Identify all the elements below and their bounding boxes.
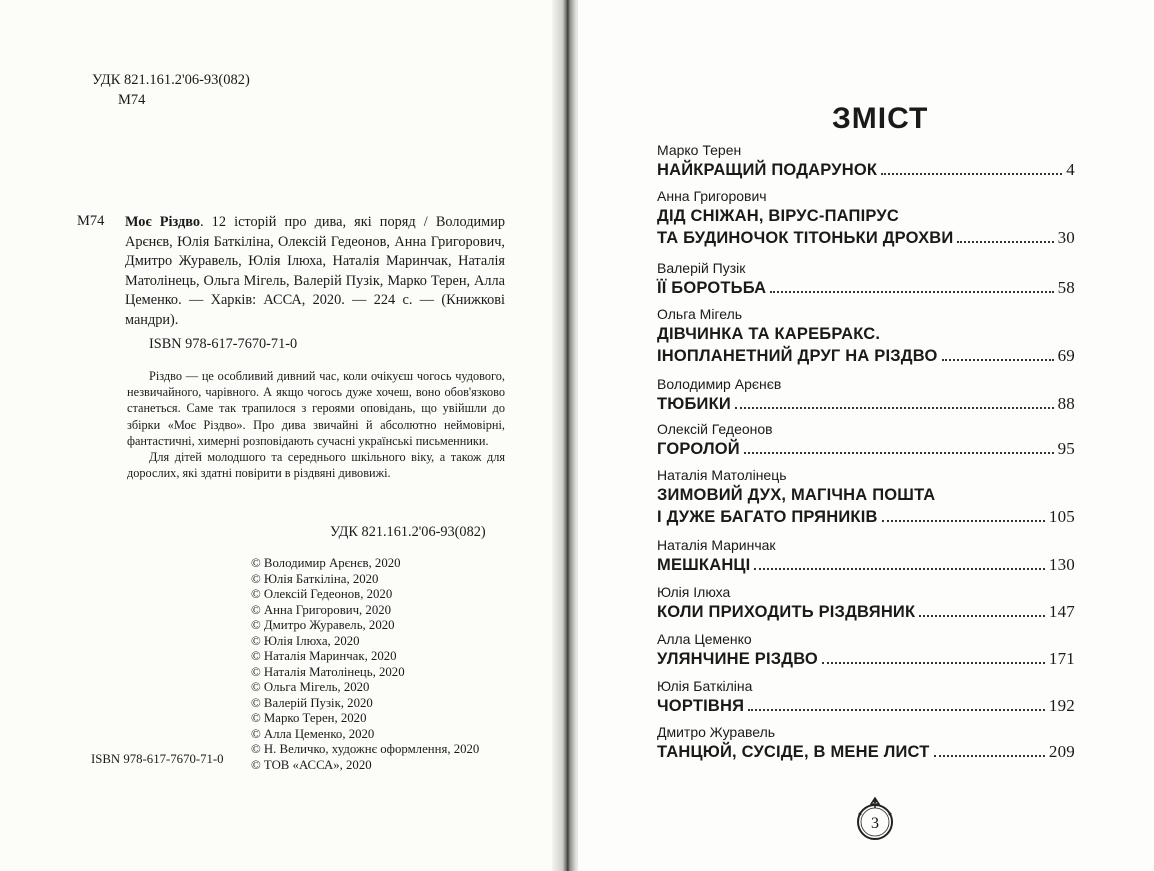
toc-title-line [657, 277, 1075, 299]
copyright-line: © Марко Терен, 2020 [251, 711, 367, 725]
toc-page-number: 147 [1048, 602, 1075, 621]
toc-leader-dots [748, 709, 1045, 711]
toc-author: Юлія Баткіліна [657, 678, 753, 694]
copyright-line: © Н. Величко, художнє оформлення, 2020 [251, 742, 480, 756]
toc-story-title: І ДУЖЕ БАГАТО ПРЯНИКІВ [657, 508, 878, 526]
toc-entry [657, 305, 1075, 367]
toc-author: Анна Григорович [657, 188, 767, 204]
toc-page-number: 88 [1057, 394, 1075, 413]
toc-title-line [657, 323, 1075, 345]
toc-title-line [657, 438, 1075, 460]
toc-title-line [657, 601, 1075, 623]
toc-title-line [657, 741, 1075, 763]
toc-title-line [657, 506, 1075, 528]
toc-entry [657, 141, 1075, 181]
toc-author: Марко Терен [657, 142, 742, 158]
toc-entry [657, 583, 1075, 623]
toc-story-title: ДІД СНІЖАН, ВІРУС-ПАПІРУС [657, 207, 899, 225]
toc-title-line [657, 393, 1075, 415]
toc-leader-dots [735, 407, 1054, 409]
toc-leader-dots [957, 241, 1053, 243]
isbn-main: ISBN 978-617-7670-71-0 [149, 336, 298, 352]
toc-leader-dots [881, 173, 1062, 175]
toc-leader-dots [770, 291, 1053, 293]
toc-entry [657, 677, 1075, 717]
toc-entry [657, 466, 1075, 528]
author-mark-side: М74 [77, 213, 105, 229]
page-number: 3 [871, 815, 879, 832]
copyright-list [251, 556, 479, 773]
page-number-ornament [853, 792, 897, 844]
toc-story-title: ТЮБИКИ [657, 395, 731, 413]
toc-leader-dots [754, 568, 1044, 570]
toc-author: Олексій Гедеонов [657, 421, 773, 437]
toc-title-line [657, 695, 1075, 717]
toc-page-number: 95 [1057, 439, 1075, 458]
bibliographic-description: . 12 історій про дива, які поряд / Володимир Арєнєв, Юлія Баткіліна, Олексій Гедеонов, Анна Григорович, Дмитро Журавель, Юлія Ілюха, Наталія Маринчак, Наталія Матолінець, Ольга Мігель, Валерій Пузік, Марко Терен, Алла Цеменко. — Харків: АССА, 2020. — 224 с. — (Книжкові мандри). [125, 214, 505, 328]
copyright-line: © Валерій Пузік, 2020 [251, 695, 373, 710]
toc-author: Наталія Маринчак [657, 537, 776, 553]
left-page [0, 0, 560, 871]
bibliographic-record [125, 213, 505, 330]
copyright-line: © Наталія Матолінець, 2020 [251, 664, 405, 679]
toc-title-line [657, 205, 1075, 227]
toc-page-number: 58 [1057, 278, 1075, 297]
toc-leader-dots [942, 359, 1054, 361]
toc-title-line [657, 345, 1075, 367]
copyright-line: © Дмитро Журавель, 2020 [251, 618, 395, 632]
toc-author: Дмитро Журавель [657, 724, 776, 740]
annotation-paragraph-2: Для дітей молодшого та середнього шкільного віку, а також для дорослих, які здатні повірити в різдвяні дивовижі. [127, 450, 505, 481]
isbn-footer: ISBN 978-617-7670-71-0 [91, 752, 224, 766]
toc-page-number: 30 [1057, 228, 1075, 247]
toc-story-title: НАЙКРАЩИЙ ПОДАРУНОК [657, 161, 878, 179]
toc-story-title: ЗИМОВИЙ ДУХ, МАГІЧНА ПОШТА [657, 486, 936, 504]
toc-title-line [657, 554, 1075, 576]
toc-story-title: ЧОРТІВНЯ [657, 697, 745, 715]
toc-leader-dots [919, 615, 1045, 617]
toc-title-line [657, 227, 1075, 249]
toc-author: Наталія Матолінець [657, 467, 787, 483]
toc-page-number: 209 [1048, 742, 1075, 761]
copyright-line: © Юлія Ілюха, 2020 [251, 633, 360, 648]
annotation [127, 368, 505, 481]
toc-author: Алла Цеменко [657, 631, 752, 647]
udk-code-top: УДК 821.161.2'06-93(082) [92, 72, 250, 88]
toc-leader-dots [822, 662, 1045, 664]
copyright-line: © Володимир Арєнєв, 2020 [251, 556, 401, 570]
copyright-line: © Анна Григорович, 2020 [251, 602, 392, 617]
toc-page-number: 105 [1048, 507, 1075, 526]
toc-title-line [657, 648, 1075, 670]
copyright-line: © ТОВ «АССА», 2020 [251, 757, 372, 772]
toc-entry [657, 536, 1075, 576]
copyright-line: © Наталія Маринчак, 2020 [251, 649, 397, 663]
book-title: Моє Різдво [125, 214, 200, 230]
toc-author: Володимир Арєнєв [657, 376, 782, 392]
toc-story-title: УЛЯНЧИНЕ РІЗДВО [657, 650, 818, 668]
toc-story-title: ГОРОЛОЙ [657, 440, 740, 458]
toc-title-line [657, 159, 1075, 181]
udk-code-bottom: УДК 821.161.2'06-93(082) [330, 524, 486, 540]
copyright-line: © Ольга Мігель, 2020 [251, 680, 370, 694]
toc-entry [657, 723, 1075, 763]
copyright-line: © Юлія Баткіліна, 2020 [251, 571, 379, 586]
toc-title: ЗМІСТ [832, 102, 929, 135]
toc-story-title: ІНОПЛАНЕТНИЙ ДРУГ НА РІЗДВО [657, 347, 938, 365]
toc-entry [657, 375, 1075, 415]
toc-author: Юлія Ілюха [657, 584, 731, 600]
toc-page-number: 192 [1048, 696, 1075, 715]
toc-story-title: МЕШКАНЦІ [657, 556, 751, 574]
toc-entry [657, 630, 1075, 670]
copyright-line: © Олексій Гедеонов, 2020 [251, 587, 393, 601]
toc-author: Ольга Мігель [657, 306, 743, 322]
toc-page-number: 69 [1057, 346, 1075, 365]
author-mark-top: М74 [118, 92, 146, 108]
toc-story-title: ЇЇ БОРОТЬБА [657, 279, 767, 297]
toc-story-title: КОЛИ ПРИХОДИТЬ РІЗДВЯНИК [657, 603, 916, 621]
toc-page-number: 4 [1066, 160, 1075, 179]
toc-page-number: 171 [1048, 649, 1075, 668]
toc-leader-dots [882, 520, 1045, 522]
toc-story-title: ТА БУДИНОЧОК ТІТОНЬКИ ДРОХВИ [657, 229, 954, 247]
toc-entry [657, 420, 1075, 460]
copyright-line: © Алла Цеменко, 2020 [251, 726, 375, 741]
annotation-paragraph-1: Різдво — це особливий дивний час, коли очікуєш чогось чудового, незвичайного, чарівного. А якщо чогось дуже хочеш, воно обов'язково станеться. Саме так трапилося з героями оповідань, що увійшли до збірки «Моє Різдво». Про дива звичайні й абсолютно неймовірні, фантастичні, химерні розповідають сучасні українські письменники. [127, 369, 505, 448]
toc-story-title: ТАНЦЮЙ, СУСІДЕ, В МЕНЕ ЛИСТ [657, 743, 930, 761]
toc-entry [657, 187, 1075, 249]
toc-leader-dots [934, 755, 1045, 757]
toc-leader-dots [744, 452, 1054, 454]
toc-author: Валерій Пузік [657, 260, 746, 276]
toc-page-number: 130 [1048, 555, 1075, 574]
toc-entry [657, 259, 1075, 299]
toc-story-title: ДІВЧИНКА ТА КАРЕБРАКС. [657, 325, 881, 343]
toc-title-line [657, 484, 1075, 506]
